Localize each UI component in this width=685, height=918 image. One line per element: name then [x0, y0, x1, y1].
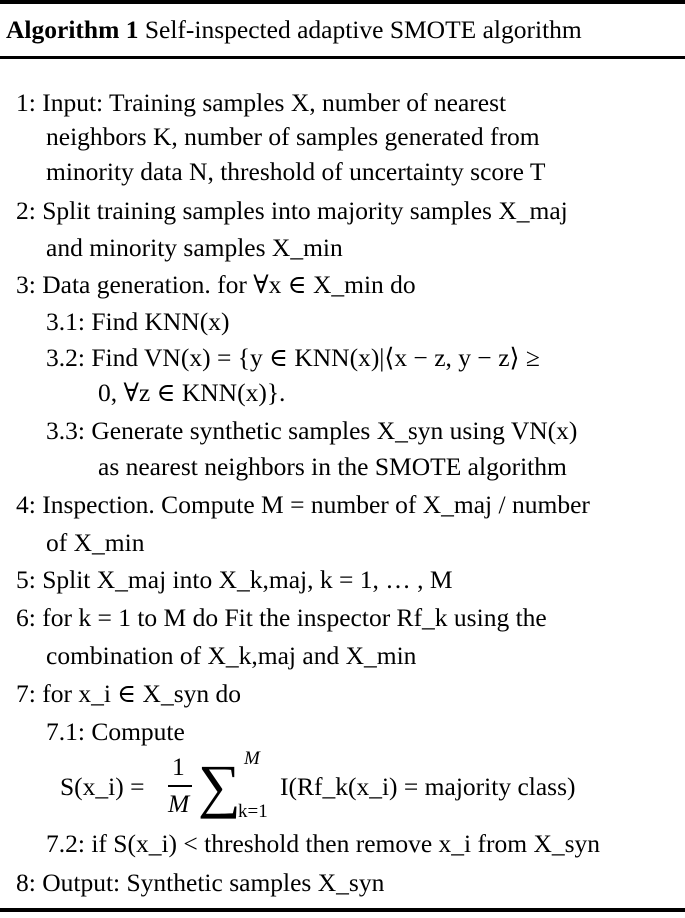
algorithm-title: Self-inspected adaptive SMOTE algorithm [138, 15, 582, 44]
line-3-3b: as nearest neighbors in the SMOTE algorithm [98, 452, 567, 481]
algorithm-caption [6, 15, 582, 45]
line-7-2: 7.2: if S(x_i) < threshold then remove x_i from X_syn [46, 829, 601, 858]
line-1a: 1: Input: Training samples X, number of nearest [16, 88, 507, 117]
line-3: 3: Data generation. for ∀x ∈ X_min do [16, 270, 416, 299]
line-1b: neighbors K, number of samples generated from [46, 122, 540, 151]
equation-denominator: M [168, 789, 190, 818]
caption-rule [0, 56, 685, 59]
line-6b: combination of X_k,maj and X_min [46, 641, 417, 670]
line-3-2a: 3.2: Find VN(x) = {y ∈ KNN(x)|⟨x − z, y − z⟩ ≥ [46, 343, 540, 372]
line-3-3a: 3.3: Generate synthetic samples X_syn using VN(x) [46, 416, 578, 445]
equation-numerator: 1 [172, 752, 185, 781]
bottom-rule [0, 908, 685, 912]
line-7-1: 7.1: Compute [46, 717, 185, 746]
algorithm-label: Algorithm 1 [6, 15, 139, 44]
fraction-bar [168, 785, 192, 787]
line-5: 5: Split X_maj into X_k,maj, k = 1, … , M [16, 565, 453, 594]
summation-upper: M [244, 748, 260, 769]
line-3-1: 3.1: Find KNN(x) [46, 307, 230, 336]
line-4b: of X_min [46, 528, 145, 557]
summation-sign: ∑ [198, 753, 241, 819]
equation-rhs: I(Rf_k(x_i) = majority class) [280, 772, 576, 801]
equation-lhs: S(x_i) = [60, 772, 145, 801]
line-8: 8: Output: Synthetic samples X_syn [16, 868, 385, 897]
line-6a: 6: for k = 1 to M do Fit the inspector Rf_k using the [16, 603, 547, 632]
line-2a: 2: Split training samples into majority samples X_maj [16, 196, 568, 225]
line-3-2b: 0, ∀z ∈ KNN(x)}. [98, 378, 286, 407]
line-2b: and minority samples X_min [46, 233, 343, 262]
line-1c: minority data N, threshold of uncertainty score T [46, 157, 546, 186]
line-7: 7: for x_i ∈ X_syn do [16, 679, 241, 708]
line-4a: 4: Inspection. Compute M = number of X_maj / number [16, 490, 590, 519]
summation-lower: k=1 [238, 801, 268, 822]
top-rule [0, 0, 685, 4]
